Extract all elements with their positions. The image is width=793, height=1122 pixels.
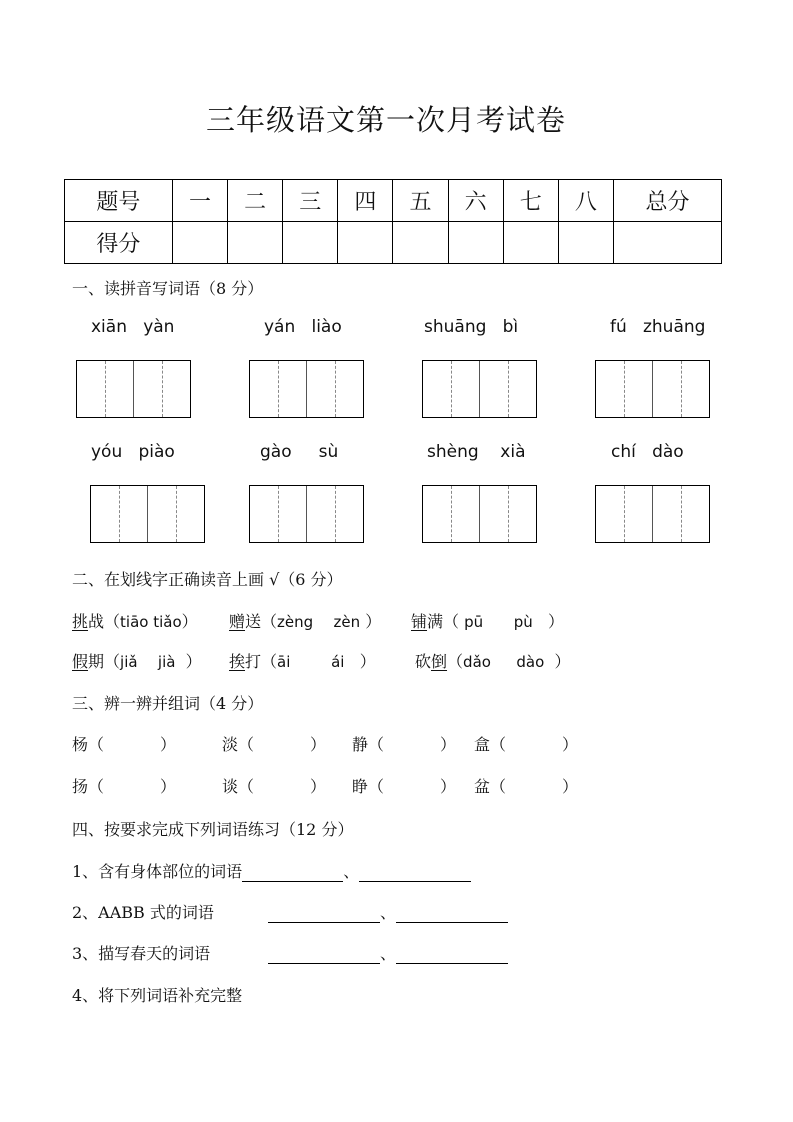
writing-grid[interactable] [595,360,710,418]
exercise-item: 3、描写春天的词语 [72,944,211,963]
writing-grid[interactable] [90,485,205,543]
word-item[interactable]: 静（ ） [352,735,457,754]
score-table [64,179,722,264]
pinyin-label: shuāng bì [424,317,519,337]
pinyin-option[interactable]: dǎo [463,653,491,671]
pinyin-label: fú zhuāng [610,317,706,337]
score-cell[interactable] [614,222,722,264]
pinyin-option[interactable]: āi [277,653,291,671]
answer-line: 、 [268,900,508,923]
reading-item: 假期（jiǎ jià ） [72,652,202,671]
score-cell[interactable] [283,222,338,264]
writing-grid[interactable] [76,360,191,418]
exercise-item: 2、AABB 式的词语 [72,903,214,922]
score-cell[interactable] [228,222,283,264]
table-row [65,222,722,264]
pinyin-option[interactable]: jià [157,653,176,671]
word-item[interactable]: 扬（ ） [72,777,177,796]
table-cell: 题号 [65,180,173,222]
score-cell[interactable] [338,222,393,264]
pinyin-label: yóu piào [91,442,175,462]
pinyin-option[interactable]: ái [331,653,345,671]
score-cell[interactable] [558,222,613,264]
answer-blank[interactable] [396,904,508,923]
table-cell: 五 [393,180,448,222]
pinyin-option[interactable]: zèng [277,613,314,631]
table-cell: 三 [283,180,338,222]
pinyin-option[interactable]: tiāo tiǎo [120,613,182,631]
exercise-item: 1、含有身体部位的词语 、 [72,859,471,882]
pinyin-option[interactable]: pū [464,613,484,631]
table-cell: 六 [448,180,503,222]
answer-blank[interactable] [396,945,508,964]
score-cell[interactable] [393,222,448,264]
word-item[interactable]: 谈（ ） [222,777,327,796]
table-cell: 四 [338,180,393,222]
score-cell[interactable] [448,222,503,264]
writing-grid[interactable] [249,485,364,543]
table-cell: 八 [558,180,613,222]
pinyin-label: gào sù [260,442,339,462]
writing-grid[interactable] [422,485,537,543]
pinyin-label: shèng xià [427,442,526,462]
pinyin-option[interactable]: pù [513,613,533,631]
reading-item: 赠送（zèng zèn ） [229,612,382,631]
pinyin-label: yán liào [264,317,342,337]
table-cell: 总分 [614,180,722,222]
answer-line: 、 [268,941,508,964]
word-item[interactable]: 盒（ ） [474,735,579,754]
answer-blank[interactable] [359,863,471,882]
writing-grid[interactable] [595,485,710,543]
table-row [65,180,722,222]
writing-grid[interactable] [249,360,364,418]
exercise-item: 4、将下列词语补充完整 [72,986,243,1005]
pinyin-option[interactable]: zèn [333,613,361,631]
reading-item: 挨打（āi ái ） [229,652,376,671]
answer-blank[interactable] [268,945,380,964]
table-cell: 七 [503,180,558,222]
score-cell[interactable] [503,222,558,264]
answer-blank[interactable] [268,904,380,923]
section-heading: 三、辨一辨并组词（4 分） [72,694,264,713]
table-cell: 二 [228,180,283,222]
table-cell: 一 [172,180,227,222]
reading-item: 砍倒（dǎo dào ） [415,652,571,671]
section-heading: 一、读拼音写词语（8 分） [72,279,264,298]
page-title: 三年级语文第一次月考试卷 [206,103,567,137]
word-item[interactable]: 淡（ ） [222,735,327,754]
section-heading: 二、在划线字正确读音上画 √（6 分） [72,570,343,589]
word-item[interactable]: 盆（ ） [474,777,579,796]
pinyin-option[interactable]: jiǎ [120,653,138,671]
table-cell: 得分 [65,222,173,264]
answer-blank[interactable] [242,863,343,882]
score-cell[interactable] [172,222,227,264]
pinyin-label: chí dào [611,442,684,462]
word-item[interactable]: 杨（ ） [72,735,177,754]
pinyin-option[interactable]: dào [516,653,545,671]
section-heading: 四、按要求完成下列词语练习（12 分） [72,820,354,839]
writing-grid[interactable] [422,360,537,418]
word-item[interactable]: 睁（ ） [352,777,457,796]
reading-item: 铺满（ pū pù ） [411,612,564,631]
reading-item: 挑战（tiāo tiǎo） [72,612,198,631]
pinyin-label: xiān yàn [91,317,175,337]
